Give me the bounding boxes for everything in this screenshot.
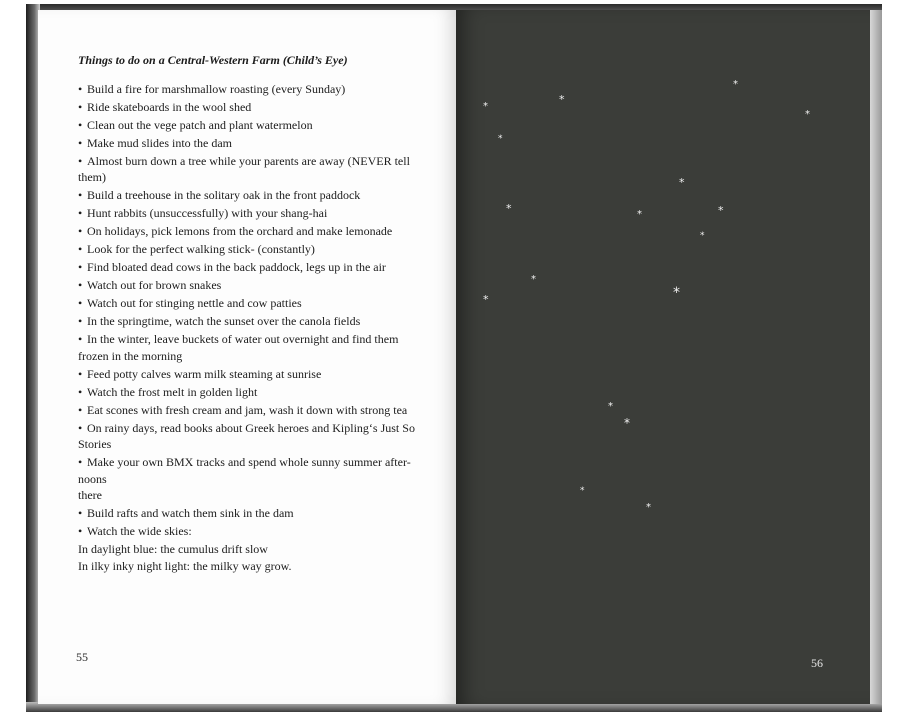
bullet-marker: • xyxy=(78,81,83,96)
bullet-marker: • xyxy=(78,224,83,238)
bullet-marker: • xyxy=(78,455,83,469)
bullet-marker: • xyxy=(78,402,83,417)
list-item-text: Build a treehouse in the solitary oak in the front paddock xyxy=(87,188,361,202)
list-item-line xyxy=(78,436,424,453)
list-item-line xyxy=(78,420,424,437)
list-item xyxy=(78,313,424,330)
poem-content xyxy=(78,52,424,574)
list-item xyxy=(78,331,424,364)
list-item-line xyxy=(78,366,424,383)
bullet-marker: • xyxy=(78,278,83,292)
list-item xyxy=(78,223,424,240)
bullet-marker: • xyxy=(78,420,83,435)
list-item xyxy=(78,205,424,222)
list-item-line xyxy=(78,223,424,240)
list-item-line xyxy=(78,241,424,258)
list-item-line xyxy=(78,471,424,488)
star-icon: * xyxy=(531,274,536,285)
star-icon: * xyxy=(646,502,651,513)
closing-line: In daylight blue: the cumulus drift slow xyxy=(78,542,268,556)
list-item-text: Build rafts and watch them sink in the dam xyxy=(87,506,294,520)
list-item xyxy=(78,187,424,204)
page-number-left: 55 xyxy=(76,650,88,664)
list-item-line xyxy=(78,295,424,312)
bullet-marker: • xyxy=(78,242,83,256)
list-item-line xyxy=(78,331,424,348)
list-item-line xyxy=(78,259,424,276)
list-item-line xyxy=(78,523,424,540)
list-item-text: On rainy days, read books about Greek heroes and Kipling‘s Just So xyxy=(87,420,415,435)
list-item-text: On holidays, pick lemons from the orchard and make lemonade xyxy=(87,224,393,238)
left-page xyxy=(38,10,456,704)
list-item-text: Almost burn down a tree while your parents are away (NEVER tell xyxy=(87,153,410,168)
list-item xyxy=(78,420,424,453)
star-icon: * xyxy=(506,202,512,215)
star-icon: * xyxy=(483,293,489,306)
list-item-text: there xyxy=(78,488,102,502)
list-item-text: Watch out for stinging nettle and cow patties xyxy=(87,296,302,310)
list-item-line xyxy=(78,117,424,134)
list-item-line xyxy=(78,313,424,330)
star-icon: * xyxy=(637,209,642,220)
bullet-list xyxy=(78,81,424,540)
list-item-line xyxy=(78,135,424,152)
list-item-line xyxy=(78,277,424,294)
bullet-marker: • xyxy=(78,524,83,538)
list-item-text: Make your own BMX tracks and spend whole sunny summer after- xyxy=(87,455,411,469)
star-icon: * xyxy=(673,285,680,301)
list-item-text: Make mud slides into the dam xyxy=(87,135,232,150)
star-icon: * xyxy=(805,109,810,120)
list-item-line xyxy=(78,348,424,365)
list-item-text: Hunt rabbits (unsuccessfully) with your shang-hai xyxy=(87,206,328,220)
bullet-marker: • xyxy=(78,296,83,310)
list-item-text: In the winter, leave buckets of water out overnight and find them xyxy=(87,332,399,346)
list-item-text: noons xyxy=(78,471,107,486)
list-item-text: Watch out for brown snakes xyxy=(87,278,222,292)
list-item xyxy=(78,366,424,383)
list-item xyxy=(78,454,424,504)
bullet-marker: • xyxy=(78,99,83,114)
list-item xyxy=(78,523,424,540)
bullet-marker: • xyxy=(78,188,83,202)
closing-line: In ilky inky night light: the milky way grow. xyxy=(78,558,292,573)
list-item xyxy=(78,117,424,134)
bullet-marker: • xyxy=(78,206,83,220)
list-item xyxy=(78,384,424,401)
star-icon: * xyxy=(624,416,630,430)
list-item xyxy=(78,81,424,98)
poem-title: Things to do on a Central-Western Farm (Child’s Eye) xyxy=(78,53,348,67)
bullet-marker: • xyxy=(78,384,83,399)
list-item xyxy=(78,277,424,294)
list-item-text: Watch the frost melt in golden light xyxy=(87,384,258,399)
bullet-marker: • xyxy=(78,135,83,150)
list-item-text: In the springtime, watch the sunset over the canola fields xyxy=(87,314,361,328)
list-item-line xyxy=(78,402,424,419)
list-item-text: them) xyxy=(78,170,106,184)
list-item-line xyxy=(78,99,424,116)
star-icon: * xyxy=(498,134,503,144)
bullet-marker: • xyxy=(78,366,83,381)
list-item-text: Look for the perfect walking stick- (constantly) xyxy=(87,242,315,256)
page-number-right: 56 xyxy=(811,656,823,670)
list-item-text: Feed potty calves warm milk steaming at sunrise xyxy=(87,366,322,381)
list-item-text: Watch the wide skies: xyxy=(87,524,192,538)
list-item-text: Ride skateboards in the wool shed xyxy=(87,99,252,114)
star-icon: * xyxy=(679,176,685,189)
list-item-line xyxy=(78,487,424,504)
bullet-marker: • xyxy=(78,332,83,346)
bullet-marker: • xyxy=(78,117,83,132)
list-item-line xyxy=(78,454,424,471)
scan-edge-right xyxy=(870,10,882,704)
bullet-marker: • xyxy=(78,314,83,328)
list-item-text: Clean out the vege patch and plant watermelon xyxy=(87,117,313,132)
list-item xyxy=(78,402,424,419)
list-item-line xyxy=(78,187,424,204)
right-page-night-sky xyxy=(456,10,870,704)
list-item-text: Build a fire for marshmallow roasting (every Sunday) xyxy=(87,81,346,96)
bullet-marker: • xyxy=(78,153,83,168)
list-item-line xyxy=(78,81,424,98)
list-item xyxy=(78,241,424,258)
list-item-line xyxy=(78,505,424,522)
list-item-line xyxy=(78,153,424,170)
star-icon: * xyxy=(580,486,585,496)
star-icon: * xyxy=(608,401,613,412)
list-item-text: frozen in the morning xyxy=(78,348,183,363)
list-item xyxy=(78,259,424,276)
star-icon: * xyxy=(483,101,488,112)
star-icon: * xyxy=(559,93,565,106)
bullet-marker: • xyxy=(78,506,83,520)
list-item-line xyxy=(78,169,424,186)
list-item xyxy=(78,135,424,152)
list-item-line xyxy=(78,205,424,222)
closing-lines xyxy=(78,541,424,574)
star-icon: * xyxy=(733,79,738,90)
list-item-text: Find bloated dead cows in the back paddock, legs up in the air xyxy=(87,260,386,274)
list-item-line xyxy=(78,384,424,401)
list-item-text: Stories xyxy=(78,437,112,451)
list-item xyxy=(78,295,424,312)
list-item xyxy=(78,99,424,116)
list-item xyxy=(78,153,424,186)
bullet-marker: • xyxy=(78,260,83,274)
list-item-text: Eat scones with fresh cream and jam, wash it down with strong tea xyxy=(87,402,408,417)
star-icon: * xyxy=(718,204,724,217)
list-item xyxy=(78,505,424,522)
star-icon: * xyxy=(700,231,705,241)
